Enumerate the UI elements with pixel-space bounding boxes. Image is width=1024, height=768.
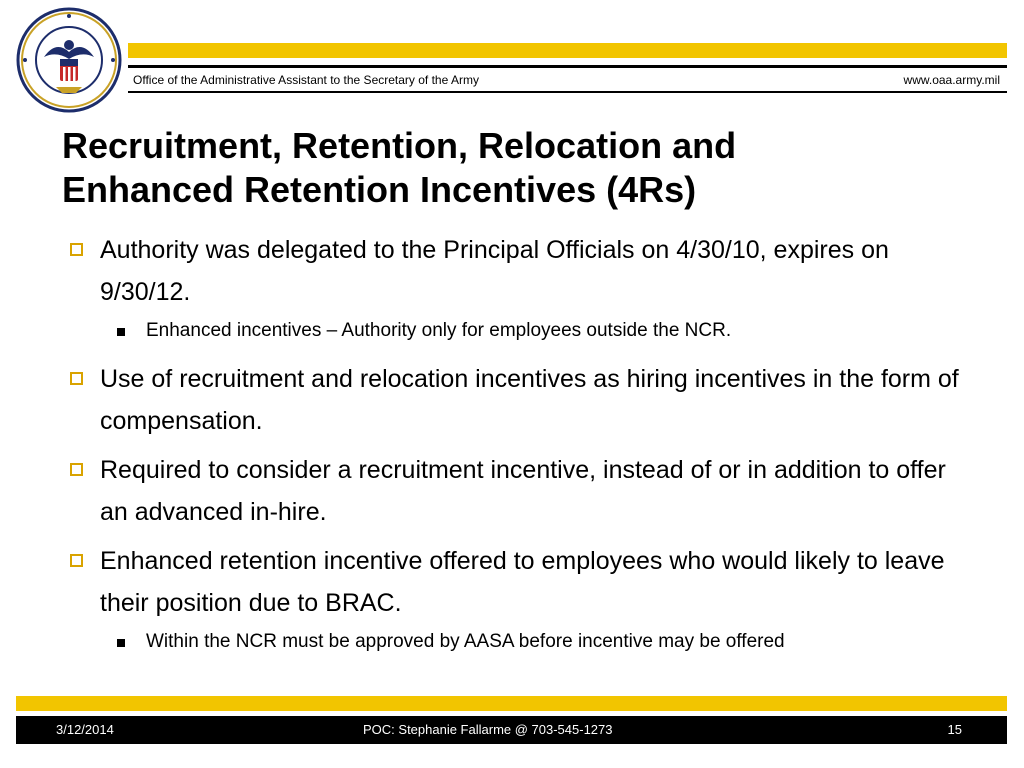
top-rule xyxy=(128,65,1007,68)
sub-bullet-item xyxy=(70,314,970,348)
hollow-square-bullet-icon xyxy=(70,463,83,476)
title-line-1: Recruitment, Retention, Relocation and xyxy=(62,125,737,166)
footer-date: 3/12/2014 xyxy=(56,722,114,737)
website-url: www.oaa.army.mil xyxy=(903,73,1000,87)
slide-title xyxy=(62,124,962,212)
sub-bullet-text: Enhanced incentives – Authority only for employees outside the NCR. xyxy=(146,320,732,341)
sub-bullet-text: Within the NCR must be approved by AASA before incentive may be offered xyxy=(146,631,785,652)
bullet-item xyxy=(70,449,970,533)
filled-square-bullet-icon xyxy=(117,328,125,336)
bullet-item xyxy=(70,229,970,313)
slide-body xyxy=(70,229,970,669)
hollow-square-bullet-icon xyxy=(70,554,83,567)
bullet-text: Authority was delegated to the Principal Officials on 4/30/10, expires on 9/30/12. xyxy=(100,236,889,306)
bullet-text: Use of recruitment and relocation incentives as hiring incentives in the form of compensation. xyxy=(100,365,959,435)
bullet-item xyxy=(70,540,970,624)
bottom-accent-bar xyxy=(16,696,1007,711)
bullet-item xyxy=(70,358,970,442)
title-line-2: Enhanced Retention Incentives (4Rs) xyxy=(62,169,697,210)
organization-name: Office of the Administrative Assistant to the Secretary of the Army xyxy=(133,73,479,87)
top-accent-bar xyxy=(128,43,1007,58)
footer-bar xyxy=(16,716,1007,744)
footer-poc: POC: Stephanie Fallarme @ 703-545-1273 xyxy=(363,722,613,737)
bullet-text: Required to consider a recruitment incentive, instead of or in addition to offer an advanced in-hire. xyxy=(100,456,946,526)
hollow-square-bullet-icon xyxy=(70,243,83,256)
sub-bullet-item xyxy=(70,625,970,659)
page-number: 15 xyxy=(947,722,962,737)
filled-square-bullet-icon xyxy=(117,639,125,647)
bullet-text: Enhanced retention incentive offered to employees who would likely to leave their position due to BRAC. xyxy=(100,547,945,617)
hollow-square-bullet-icon xyxy=(70,372,83,385)
army-aasa-seal-icon xyxy=(16,7,122,113)
header-rule xyxy=(128,91,1007,93)
